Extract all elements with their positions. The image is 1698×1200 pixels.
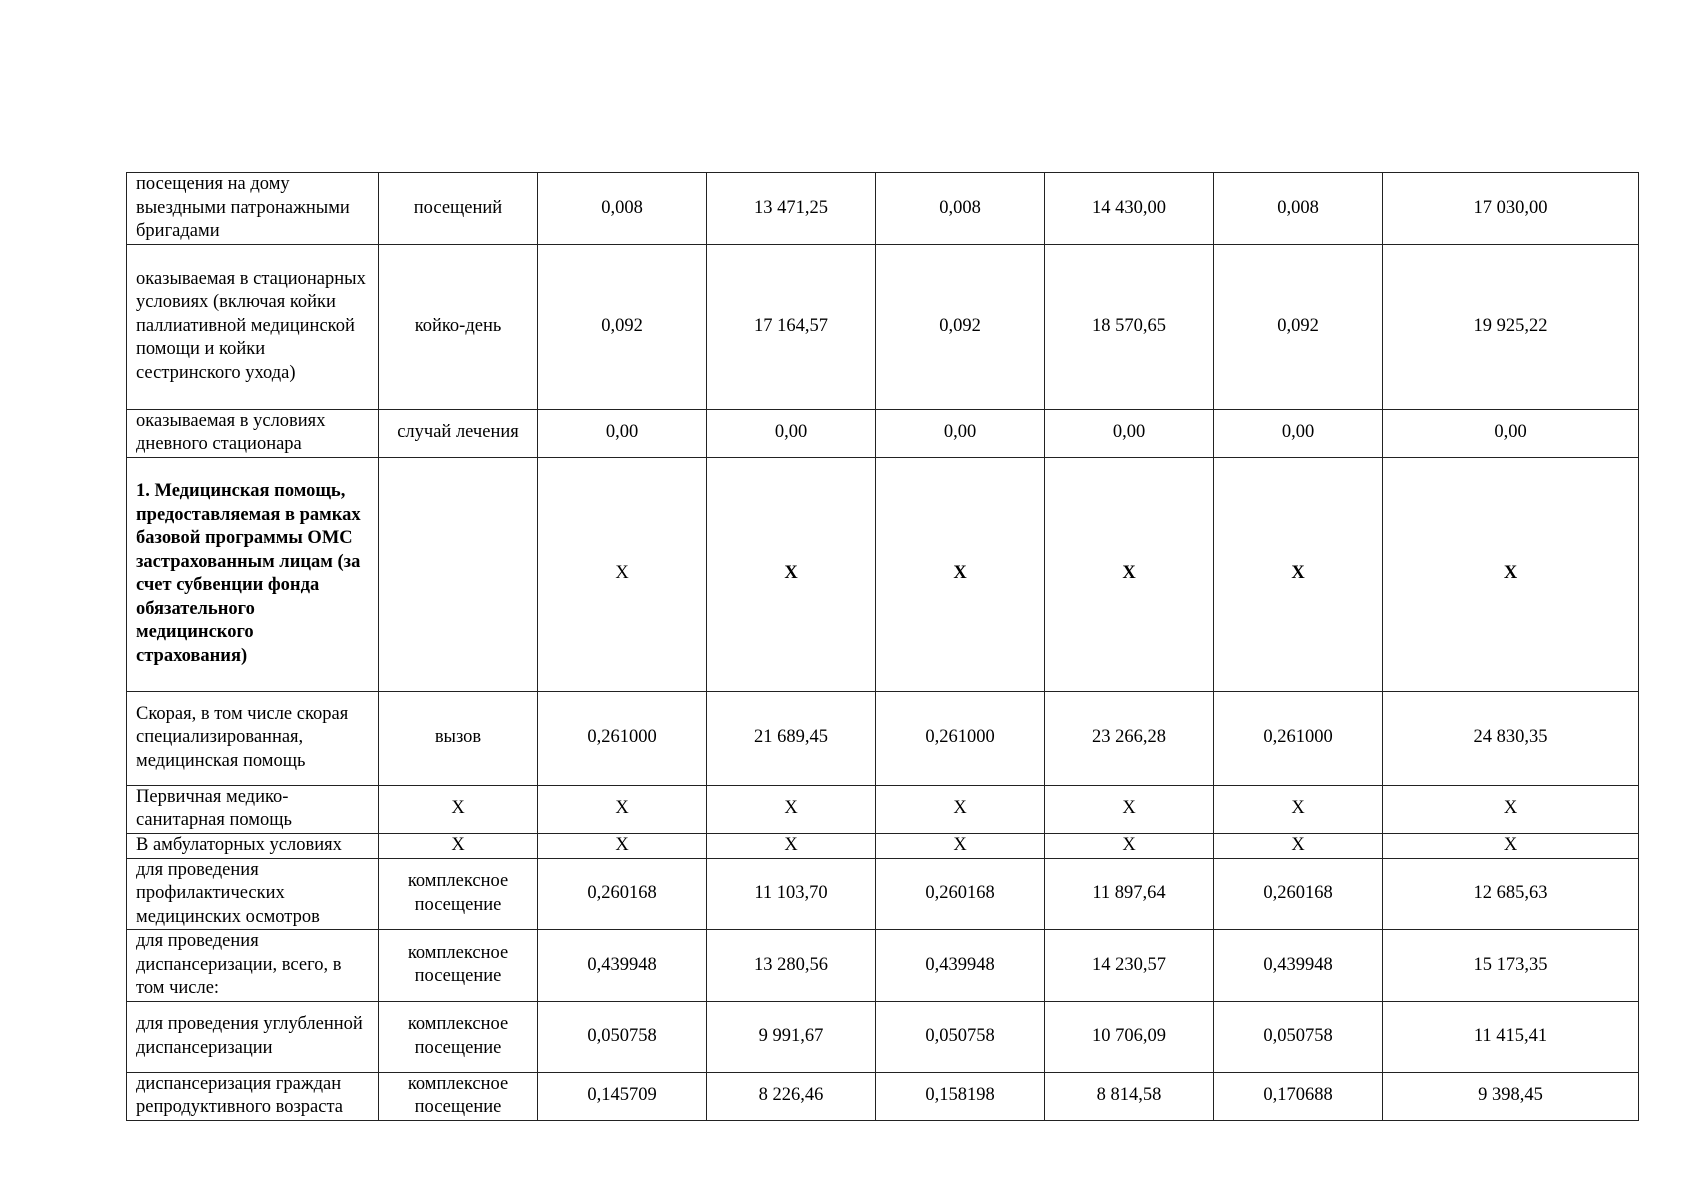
- value-cell: 13 280,56: [707, 930, 876, 1002]
- value-cell: 14 230,57: [1045, 930, 1214, 1002]
- row-name: диспансеризация граждан репродуктивного возраста: [127, 1072, 379, 1120]
- value-cell: Х: [1383, 833, 1639, 858]
- table-row: [127, 244, 1639, 409]
- row-name: Скорая, в том числе скорая специализированная, медицинская помощь: [127, 691, 379, 785]
- value-cell: 0,050758: [876, 1001, 1045, 1072]
- value-cell: 0,050758: [538, 1001, 707, 1072]
- table-row: [127, 409, 1639, 457]
- value-cell: 9 398,45: [1383, 1072, 1639, 1120]
- value-cell: 15 173,35: [1383, 930, 1639, 1002]
- row-unit: комплексное посещение: [379, 1001, 538, 1072]
- table-row: [127, 858, 1639, 930]
- table-row: [127, 173, 1639, 245]
- value-cell: Х: [1383, 785, 1639, 833]
- value-cell: 0,158198: [876, 1072, 1045, 1120]
- value-cell: Х: [1045, 785, 1214, 833]
- value-cell: 0,439948: [876, 930, 1045, 1002]
- row-name: оказываемая в условиях дневного стационара: [127, 409, 379, 457]
- row-unit: койко-день: [379, 244, 538, 409]
- value-cell: 12 685,63: [1383, 858, 1639, 930]
- row-name: для проведения углубленной диспансеризации: [127, 1001, 379, 1072]
- value-cell: Х: [1383, 457, 1639, 691]
- value-cell: Х: [538, 833, 707, 858]
- value-cell: Х: [707, 457, 876, 691]
- row-name: оказываемая в стационарных условиях (включая койки паллиативной медицинской помощи и койки сестринского ухода): [127, 244, 379, 409]
- value-cell: 23 266,28: [1045, 691, 1214, 785]
- value-cell: 0,008: [876, 173, 1045, 245]
- value-cell: 10 706,09: [1045, 1001, 1214, 1072]
- value-cell: 0,008: [538, 173, 707, 245]
- value-cell: 0,261000: [1214, 691, 1383, 785]
- value-cell: Х: [1214, 833, 1383, 858]
- table-row: [127, 930, 1639, 1002]
- value-cell: 8 814,58: [1045, 1072, 1214, 1120]
- row-unit: случай лечения: [379, 409, 538, 457]
- value-cell: Х: [707, 833, 876, 858]
- row-unit: комплексное посещение: [379, 930, 538, 1002]
- row-unit: [379, 457, 538, 691]
- value-cell: Х: [1045, 457, 1214, 691]
- value-cell: 13 471,25: [707, 173, 876, 245]
- section-heading: 1. Медицинская помощь, предоставляемая в рамках базовой программы ОМС застрахованным лицам (за счет субвенции фонда обязательного медицинского страхования): [127, 457, 379, 691]
- value-cell: 0,008: [1214, 173, 1383, 245]
- value-cell: 0,261000: [538, 691, 707, 785]
- value-cell: Х: [876, 833, 1045, 858]
- value-cell: Х: [538, 457, 707, 691]
- value-cell: Х: [1214, 457, 1383, 691]
- value-cell: 0,050758: [1214, 1001, 1383, 1072]
- table-row: [127, 1072, 1639, 1120]
- row-name: для проведения профилактических медицинских осмотров: [127, 858, 379, 930]
- value-cell: 9 991,67: [707, 1001, 876, 1072]
- value-cell: 0,00: [538, 409, 707, 457]
- value-cell: 0,00: [707, 409, 876, 457]
- row-unit: посещений: [379, 173, 538, 245]
- value-cell: 17 030,00: [1383, 173, 1639, 245]
- value-cell: Х: [707, 785, 876, 833]
- value-cell: 0,261000: [876, 691, 1045, 785]
- value-cell: 0,170688: [1214, 1072, 1383, 1120]
- row-name: посещения на дому выездными патронажными бригадами: [127, 173, 379, 245]
- value-cell: 0,00: [1383, 409, 1639, 457]
- table-body: [127, 173, 1639, 1121]
- row-unit: комплексное посещение: [379, 1072, 538, 1120]
- value-cell: Х: [538, 785, 707, 833]
- row-unit: вызов: [379, 691, 538, 785]
- value-cell: 11 415,41: [1383, 1001, 1639, 1072]
- row-unit: комплексное посещение: [379, 858, 538, 930]
- value-cell: 17 164,57: [707, 244, 876, 409]
- value-cell: 0,260168: [1214, 858, 1383, 930]
- value-cell: 19 925,22: [1383, 244, 1639, 409]
- value-cell: 0,439948: [1214, 930, 1383, 1002]
- value-cell: 0,260168: [876, 858, 1045, 930]
- value-cell: Х: [876, 457, 1045, 691]
- value-cell: Х: [1045, 833, 1214, 858]
- row-unit: Х: [379, 833, 538, 858]
- value-cell: 0,00: [876, 409, 1045, 457]
- value-cell: 24 830,35: [1383, 691, 1639, 785]
- table-row: [127, 457, 1639, 691]
- value-cell: 11 103,70: [707, 858, 876, 930]
- value-cell: 8 226,46: [707, 1072, 876, 1120]
- table-row: [127, 785, 1639, 833]
- row-name: для проведения диспансеризации, всего, в том числе:: [127, 930, 379, 1002]
- table-row: [127, 691, 1639, 785]
- data-table: [126, 172, 1639, 1121]
- row-unit: Х: [379, 785, 538, 833]
- value-cell: Х: [876, 785, 1045, 833]
- value-cell: 14 430,00: [1045, 173, 1214, 245]
- row-name: Первичная медико-санитарная помощь: [127, 785, 379, 833]
- row-name: В амбулаторных условиях: [127, 833, 379, 858]
- value-cell: 0,145709: [538, 1072, 707, 1120]
- value-cell: 11 897,64: [1045, 858, 1214, 930]
- value-cell: 0,00: [1214, 409, 1383, 457]
- value-cell: 0,092: [1214, 244, 1383, 409]
- value-cell: 0,092: [876, 244, 1045, 409]
- value-cell: 0,439948: [538, 930, 707, 1002]
- value-cell: 18 570,65: [1045, 244, 1214, 409]
- value-cell: 0,092: [538, 244, 707, 409]
- value-cell: 0,00: [1045, 409, 1214, 457]
- table-row: [127, 833, 1639, 858]
- value-cell: Х: [1214, 785, 1383, 833]
- value-cell: 21 689,45: [707, 691, 876, 785]
- value-cell: 0,260168: [538, 858, 707, 930]
- table-row: [127, 1001, 1639, 1072]
